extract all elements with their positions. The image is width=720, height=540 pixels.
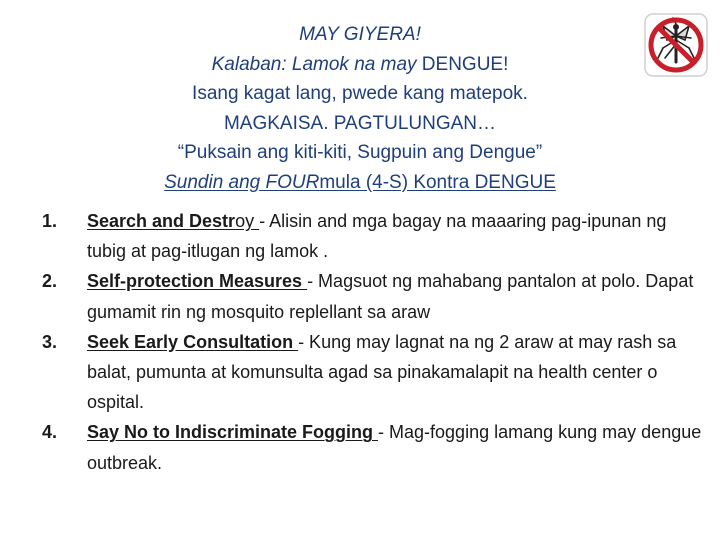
- list-text: - Alisin and mga bagay na maaaring pag-ipunan ng tubig at pag-itlugan ng lamok .: [87, 211, 667, 262]
- header-formula-italic: Sundin ang FOUR: [164, 171, 320, 193]
- header-line-slogan: “Puksain ang kiti-kiti, Sugpuin ang Dengue”: [177, 142, 543, 163]
- header-line-unite: MAGKAISA. PAGTULUNGAN…: [223, 112, 497, 134]
- list-term: Search and Destr: [87, 211, 236, 231]
- no-mosquito-icon: [643, 12, 709, 78]
- list-number: 3.: [42, 331, 58, 352]
- list-text: - Mag-fogging lamang kung may dengue outbreak.: [87, 422, 702, 473]
- no-mosquito-svg: [643, 12, 709, 78]
- header-line-formula: [60, 168, 660, 198]
- list-number: 4.: [42, 422, 58, 443]
- header-enemy-dengue: DENGUE!: [421, 53, 509, 75]
- list-item: [42, 327, 702, 418]
- list-text: - Magsuot ng mahabang pantalon at polo. Dapat gumamit rin ng mosquito replellant sa araw: [87, 271, 694, 322]
- list-term: Self-protection Measures: [87, 271, 308, 292]
- list-item: [42, 206, 702, 266]
- header-line-enemy: [60, 50, 660, 80]
- header-line-war: MAY GIYERA!: [299, 24, 421, 45]
- header-formula-plain: mula (4-S) Kontra DENGUE: [319, 171, 556, 193]
- list-item: [42, 266, 702, 326]
- list-term-tail: oy: [235, 211, 260, 231]
- header-enemy-italic: Kalaban: Lamok na may: [211, 53, 422, 75]
- four-s-list: [42, 206, 702, 478]
- list-term: Seek Early Consultation: [87, 331, 299, 352]
- header-line-bite: Isang kagat lang, pwede kang matepok.: [192, 83, 528, 104]
- list-number: 2.: [42, 271, 58, 292]
- list-number: 1.: [42, 211, 58, 231]
- list-text: - Kung may lagnat na ng 2 araw at may rash sa balat, pumunta at komunsulta agad sa pinakamalapit na health center o ospital.: [87, 331, 677, 413]
- header-block: [60, 20, 660, 197]
- list-term: Say No to Indiscriminate Fogging: [87, 422, 379, 443]
- list-item: [42, 417, 702, 477]
